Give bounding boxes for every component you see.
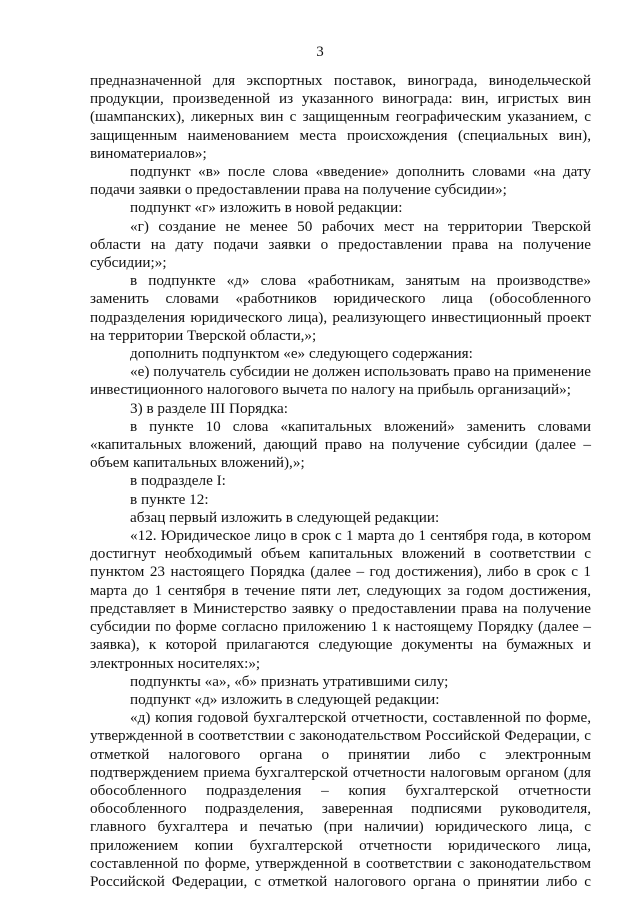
page-number: 3: [316, 44, 324, 60]
paragraph: дополнить подпунктом «е» следующего содержания:: [130, 345, 473, 363]
paragraph: в пункте 10 слова «капитальных вложений» заменить словами «капитальных вложений, дающий право на получение субсидии (далее – объем капитальных вложений),»;: [90, 417, 591, 472]
paragraph: подпункты «а», «б» признать утратившими силу;: [130, 672, 449, 690]
paragraph: подпункт «г» изложить в новой редакции:: [130, 199, 403, 217]
paragraph: подпункт «д» изложить в следующей редакции:: [130, 690, 440, 708]
paragraph: абзац первый изложить в следующей редакции:: [130, 508, 440, 526]
paragraph: в пункте 12:: [130, 490, 209, 508]
paragraph: 3) в разделе III Порядка:: [130, 399, 289, 417]
paragraph: «г) создание не менее 50 рабочих мест на территории Тверской области на дату подачи заявки о предоставлении права на получение субсидии;»;: [90, 217, 591, 272]
document-body: [90, 72, 591, 891]
paragraph: «е) получатель субсидии не должен использовать право на применение инвестиционного налогового вычета по налогу на прибыль организаций»;: [90, 363, 591, 399]
paragraph: в подпункте «д» слова «работникам, занятым на производстве» заменить словами «работников юридического лица (обособленного подразделения юридического лица), реализующего инвестиционный проект на территории Тверской области,»;: [90, 272, 591, 344]
paragraph: «д) копия годовой бухгалтерской отчетности, составленной по форме, утвержденной в соответствии с законодательством Российской Федерации, с отметкой налогового органа о принятии либо с электронным подтверждением приема бухгалтерской отчетности налоговым органом (для обособленного подразделения – копия бухгалтерской отчетности обособленного подразделения, заверенная подписями руководителя, главного бухгалтера и печатью (при наличии) юридического лица, с приложением копии бухгалтерской отчетности юридического лица, составленной по форме, утвержденной в соответствии с законодательством Российской Федерации, с отметкой налогового органа о принятии либо с: [90, 709, 591, 890]
paragraph: в подразделе I:: [130, 472, 226, 490]
paragraph: «12. Юридическое лицо в срок с 1 марта до 1 сентября года, в котором достигнут необходимый объем капитальных вложений в соответствии с пунктом 23 настоящего Порядка (далее – год достижения), либо в срок с 1 марта до 1 сентября в течение пяти лет, следующих за годом достижения, представляет в Министерство заявку о предоставлении права на получение субсидии по форме согласно приложению 1 к настоящему Порядку (далее – заявка), к которой прилагаются следующие документы на бумажных и электронных носителях:»;: [90, 527, 591, 672]
paragraph: подпункт «в» после слова «введение» дополнить словами «на дату подачи заявки о предоставлении права на получение субсидии»;: [90, 163, 591, 199]
paragraph: предназначенной для экспортных поставок, винограда, винодельческой продукции, произведенной из указанного винограда: вин, игристых вин (шампанских), ликерных вин с защищенным географическим указанием, с защищенным наименованием места происхождения (специальных вин), виноматериалов»;: [90, 72, 591, 162]
